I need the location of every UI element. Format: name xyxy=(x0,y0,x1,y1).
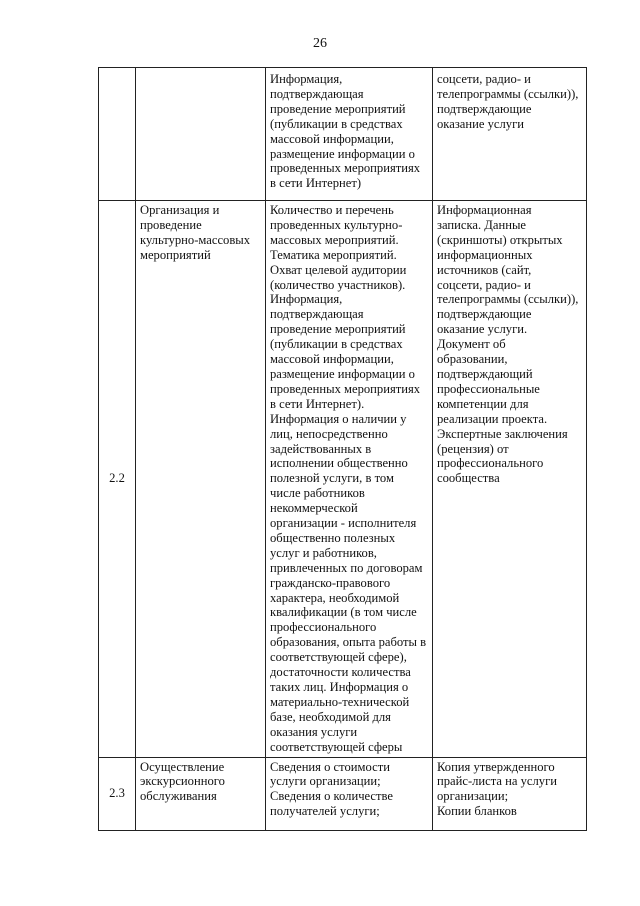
service-name-cell xyxy=(136,68,266,201)
documents-cell: Копия утвержденного прайс-листа на услуги организации; Копии бланков xyxy=(433,757,587,830)
row-number-cell xyxy=(99,68,136,201)
row-number-cell: 2.2 xyxy=(99,201,136,758)
table-row xyxy=(99,201,587,758)
requirements-table xyxy=(98,67,587,831)
service-name-cell: Организация и проведение культурно-массовых мероприятий xyxy=(136,201,266,758)
table-row xyxy=(99,757,587,830)
documents-cell: Информационная записка. Данные (скриншоты) открытых информационных источников (сайт, соцсети, радио- и телепрограммы (ссылки)), подтверждающие оказание услуги. Документ об образовании, подтверждающий профессиональные компетенции для реализации проекта. Экспертные заключения (рецензия) от профессионального сообщества xyxy=(433,201,587,758)
info-cell: Количество и перечень проведенных культурно- массовых мероприятий. Тематика мероприятий. Охват целевой аудитории (количество участников). Информация, подтверждающая проведение мероприятий (публикации в средствах массовой информации, размещение информации о проведенных мероприятиях в сети Интернет). Информация о наличии у лиц, непосредственно задействованных в исполнении общественно полезной услуги, в том числе работников некоммерческой организации - исполнителя общественно полезных услуг и работников, привлеченных по договорам гражданско-правового характера, необходимой квалификации (в том числе профессионального образования, опыта работы в соответствующей сфере), достаточности количества таких лиц. Информация о материально-технической базе, необходимой для оказания услуги соответствующей сферы xyxy=(266,201,433,758)
info-cell: Информация, подтверждающая проведение мероприятий (публикации в средствах массовой информации, размещение информации о проведенных мероприятиях в сети Интернет) xyxy=(266,68,433,201)
service-name-cell: Осуществление экскурсионного обслуживания xyxy=(136,757,266,830)
page-number: 26 xyxy=(313,36,327,51)
documents-cell: соцсети, радио- и телепрограммы (ссылки)), подтверждающие оказание услуги xyxy=(433,68,587,201)
info-cell: Сведения о стоимости услуги организации; Сведения о количестве получателей услуги; xyxy=(266,757,433,830)
table-row xyxy=(99,68,587,201)
row-number-cell: 2.3 xyxy=(99,757,136,830)
